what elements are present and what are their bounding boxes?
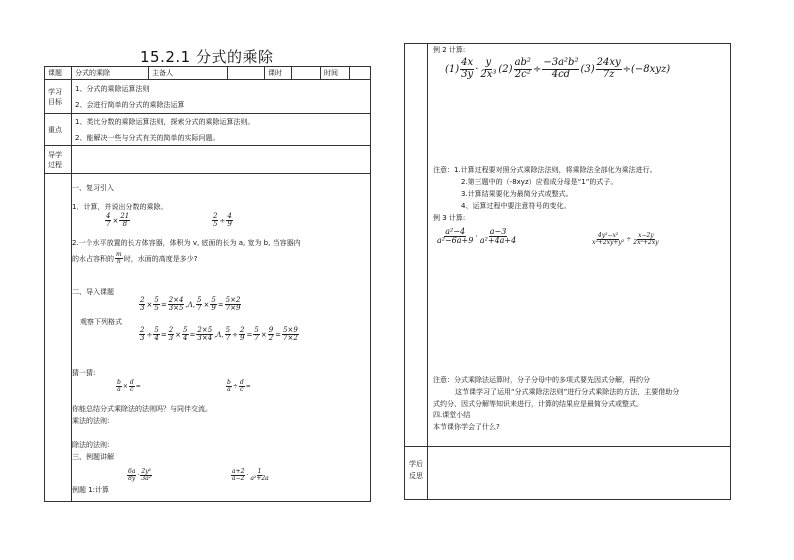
example2-expressions: (1) $\frac{4x}{3y}$ · $\frac{y}{\text{2x³}}$ (2) $\frac{\text{ab²}}{\text{2c²}}$ ÷ $\frac{\text{−3a²b²}}{4cd}$ (3) $\frac{24xy}{7z}$ ÷(−8xyz) (445, 57, 671, 80)
topic-label: 课题 (45, 67, 72, 80)
note2-line: 式约分、因式分解等知识来进行，计算的结果应是最简分式或整式。 (433, 400, 643, 408)
right-panel-divider (427, 43, 428, 499)
keypoint-item: 1、类比分数的乘除运算法则，探索分式的乘除运算法则。 (75, 117, 255, 126)
intro-summary-question: 你能总结分式乘除法的法则吗？与同伴交流。 (72, 405, 212, 413)
guide-label: 导学过程 (45, 146, 72, 174)
summary-question: 本节课你学会了什么? (433, 423, 500, 431)
review-q2-post: 时，水面的高度是多少? (123, 254, 198, 263)
div-rule-label: 除法的法则: (72, 441, 110, 449)
intro-observe: 观察下列格式 (80, 318, 122, 326)
note1-line: 注意：1.计算过程要对照分式乘除法法则，将乘除法全部化为乘法进行。 (433, 166, 657, 174)
review-expr-1: $\frac{4}{7}$ × $\frac{21}{8}$ (106, 212, 130, 229)
reflection-divider (404, 446, 730, 447)
keypoints-label: 重点 (45, 114, 72, 146)
note1-line: 4、运算过程中要注意符号的变化。 (461, 202, 571, 210)
goal-item: 1、分式的乘除运算法则 (75, 84, 150, 93)
review-q2: 2.一个水平放置的长方体容器，体积为 v, 底面的长为 a, 宽为 b, 当容器内 (72, 239, 301, 247)
review-heading: 一、复习引入 (72, 184, 114, 192)
example3-label: 例 3 计算: (433, 214, 466, 222)
page-title: 15.2.1 分式的乘除 (140, 48, 274, 66)
guess-div-expr: $\frac{b}{a}$ ÷ $\frac{d}{c}$ = (227, 379, 251, 394)
intro-heading: 二、导入课题 (72, 288, 114, 296)
reflection-label: 学后反思 (409, 460, 423, 480)
note1-line: 2.第三题中的（-8xyz）应看成分母是“1”的式子。 (461, 178, 618, 186)
time-label: 时间 (321, 67, 350, 80)
guess-mul-expr: $\frac{b}{a}$ × $\frac{d}{c}$ = (117, 379, 141, 394)
note2-line: 这节课学习了运用“分式乘除法法则”进行分式乘除法的方法，主要借助分 (455, 388, 680, 396)
review-q2-pre: 的水占容积的 (72, 254, 114, 263)
period-label: 课时 (265, 67, 292, 80)
keypoint-item: 2、能解决一些与分式有关的简单的实际问题。 (75, 133, 220, 142)
example1-expr-b: $\frac{a+2}{a-2}$ · $\frac{1}{\text{a²+2a}}$ (232, 468, 269, 483)
intro-expr-row-2: $\frac{2}{3}$ ÷ $\frac{5}{4}$ = $\frac{2}{3}$ × $\frac{5}{4}$ = $\frac{2\times 5}{3\times 4}$ ,Λ, $\frac{5}{7}$ ÷ $\frac{2}{9}$ = $\frac{5}{7}$ × $\frac{9}{2}$ = $\frac{5\times 9}{7\times 2}$ (140, 326, 298, 343)
preparer-label: 主备人 (149, 67, 228, 80)
examples-heading: 三、例题讲解 (72, 453, 114, 461)
note2-line: 注意：分式乘除法运算时，分子分母中的多项式要先因式分解，再约分 (433, 376, 650, 384)
mul-rule-label: 乘法的法则: (72, 417, 110, 425)
intro-expr-row-1: $\frac{2}{3}$ × $\frac{5}{5}$ = $\frac{2\times 4}{3\times 5}$ ,Λ, $\frac{5}{7}$ × $\frac{5}{9}$ = $\frac{5\times 2}{7\times 9}$ (140, 296, 241, 313)
goal-item: 2、会进行简单的分式的乘除法运算 (75, 100, 185, 109)
note1-line: 3.计算结果要化为最简分式或整式。 (461, 190, 573, 198)
review-expr-2: $\frac{2}{5}$ ÷ $\frac{4}{9}$ (213, 212, 232, 229)
intro-guess: 猜一猜: (72, 369, 96, 377)
review-q1: 1．计算，并说出分数的乘除。 (72, 203, 168, 211)
example2-label: 例 2 计算: (433, 46, 466, 54)
lesson-table (44, 66, 371, 502)
review-q2-cont: 的水占容积的 $\frac{m}{n}$ 时，水面的高度是多少? (72, 251, 198, 266)
goals-label: 学习目标 (45, 80, 72, 114)
example1-expr-a: $\frac{6a}{8y}$ · $\frac{\text{2y²}}{\text{3a²}}$ (128, 468, 152, 483)
example3-expr-a: $\frac{\text{a²−4}}{\text{a²−6a+9}}$ · $\frac{a-3}{\text{a²+4a+4}}$ (437, 227, 517, 246)
summary-heading: 四.课堂小结 (433, 411, 471, 419)
example1-label: 例题 1:计算 (72, 486, 110, 494)
example3-expr-b: $\frac{\text{4y²−x²}}{\text{x²+2xy+y²}}$ ÷ $\frac{x-2y}{\text{2x²+2xy}}$ (592, 232, 659, 247)
topic-value: 分式的乘除 (72, 67, 149, 80)
